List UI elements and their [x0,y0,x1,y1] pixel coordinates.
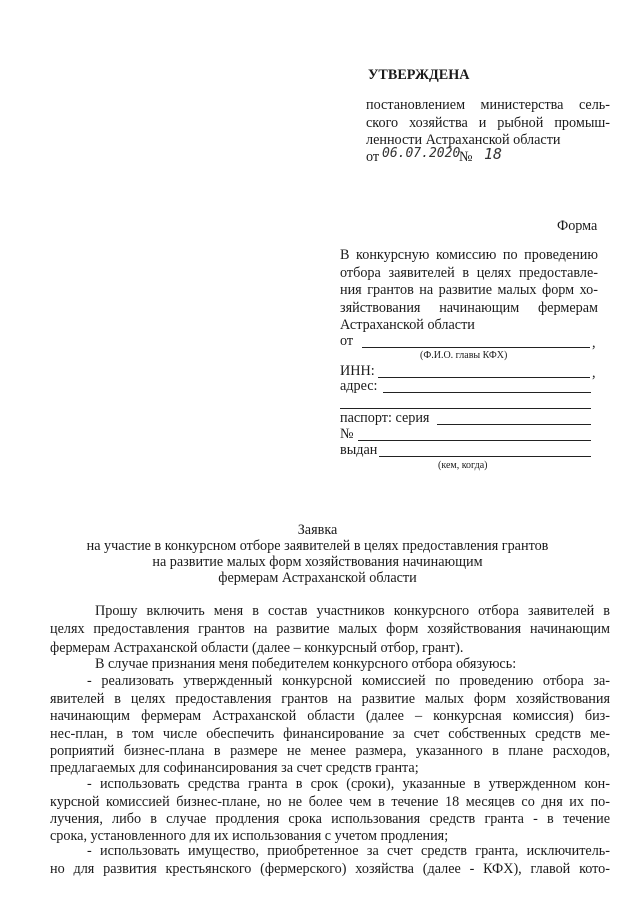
body-line: - реализовать утвержденный конкурсной комиссией по проведению отбора за- [87,673,610,689]
body-line: Прошу включить меня в состав участников конкурсного отбора заявителей в [95,603,610,619]
issued-caption: (кем, когда) [438,460,488,471]
issued-field[interactable] [379,456,591,457]
approval-number-prefix: № [459,149,473,165]
passport-number-field[interactable] [358,440,591,441]
body-line: лучения, либо в случае продления срока использования средств гранта - в течение [50,811,610,827]
title-line: Заявка [297,522,338,538]
from-comma: , [592,335,596,351]
body-line: - использовать имущество, приобретенное за счет средств гранта, исключитель- [87,843,610,859]
inn-label: ИНН: [340,363,375,379]
body-line: курсной комиссией бизнес-плане, но не более чем в течение 18 месяцев со дня их по- [50,793,610,810]
addressee-line: зяйствования начинающим фермерам [340,299,598,316]
issued-label: выдан [340,442,378,458]
approval-date-prefix: от [366,149,380,165]
paragraph-5 [50,843,610,878]
inn-field[interactable] [378,377,590,378]
passport-label: паспорт: серия [340,410,430,426]
body-line: фермерам Астраханской области (далее – конкурсный отбор, грант). [50,640,464,656]
body-line: роприятий бизнес-плана в размере не менее размера, указанного в плане расходов, [50,743,610,759]
addressee-text [340,247,598,317]
address-field-line-1[interactable] [383,392,591,393]
approval-number-handwritten: 18 [484,145,503,163]
form-label: Форма [557,218,598,234]
title-line: фермерам Астраханской области [218,570,417,586]
fio-caption: (Ф.И.О. главы КФХ) [420,350,508,361]
passport-series-field[interactable] [437,424,591,425]
paragraph-3 [50,673,610,761]
paragraph-4 [50,776,610,829]
approval-text [366,97,610,132]
approval-line: ского хозяйства и рыбной промыш- [366,114,610,131]
fio-field[interactable] [362,347,590,348]
addressee-line: отбора заявителей в целях предоставле- [340,264,598,281]
passport-number-label: № [340,426,354,442]
body-line: срока, установленного для их использования с учетом продления; [50,828,449,844]
from-label: от [340,333,354,349]
addressee-line: В конкурсную комиссию по проведению [340,247,598,263]
approval-line: постановлением министерства сель- [366,97,610,113]
approval-line: ленности Астраханской области [366,132,561,148]
body-line: нес-план, в том числе обеспечить финансирование за счет собственных средств ме- [50,725,610,742]
addressee-line: Астраханской области [340,317,475,333]
body-line: предлагаемых для софинансирования за счет средств гранта; [50,760,419,776]
address-label: адрес: [340,378,378,394]
paragraph-1 [50,603,610,638]
body-line: но для развития крестьянского (фермерского) хозяйства (далее - КФХ), главой кото- [50,860,610,877]
address-field-line-2[interactable] [340,408,591,409]
body-line: - использовать средства гранта в срок (сроки), указанные в утвержденном кон- [87,776,610,792]
addressee-line: ния грантов на развитие малых форм хо- [340,282,598,298]
paragraph-2: В случае признания меня победителем конкурсного отбора обязуюсь: [95,656,517,672]
inn-comma: , [592,365,596,381]
title-line: на развитие малых форм хозяйствования начинающим [152,554,483,570]
title-line: на участие в конкурсном отборе заявителей в целях предоставления грантов [86,538,549,554]
application-title [60,522,575,586]
body-line: целях предоставления грантов на развитие малых форм хозяйствования начинающим [50,620,610,637]
body-line: явителей в целях предоставления грантов на развитие малых форм хозяйствования [50,690,610,707]
body-line: начинающим фермерам Астраханской области (далее – конкурсная комиссия) биз- [50,708,610,724]
approval-heading: УТВЕРЖДЕНА [368,67,470,83]
approval-date-handwritten: 06.07.2020 [382,146,461,161]
